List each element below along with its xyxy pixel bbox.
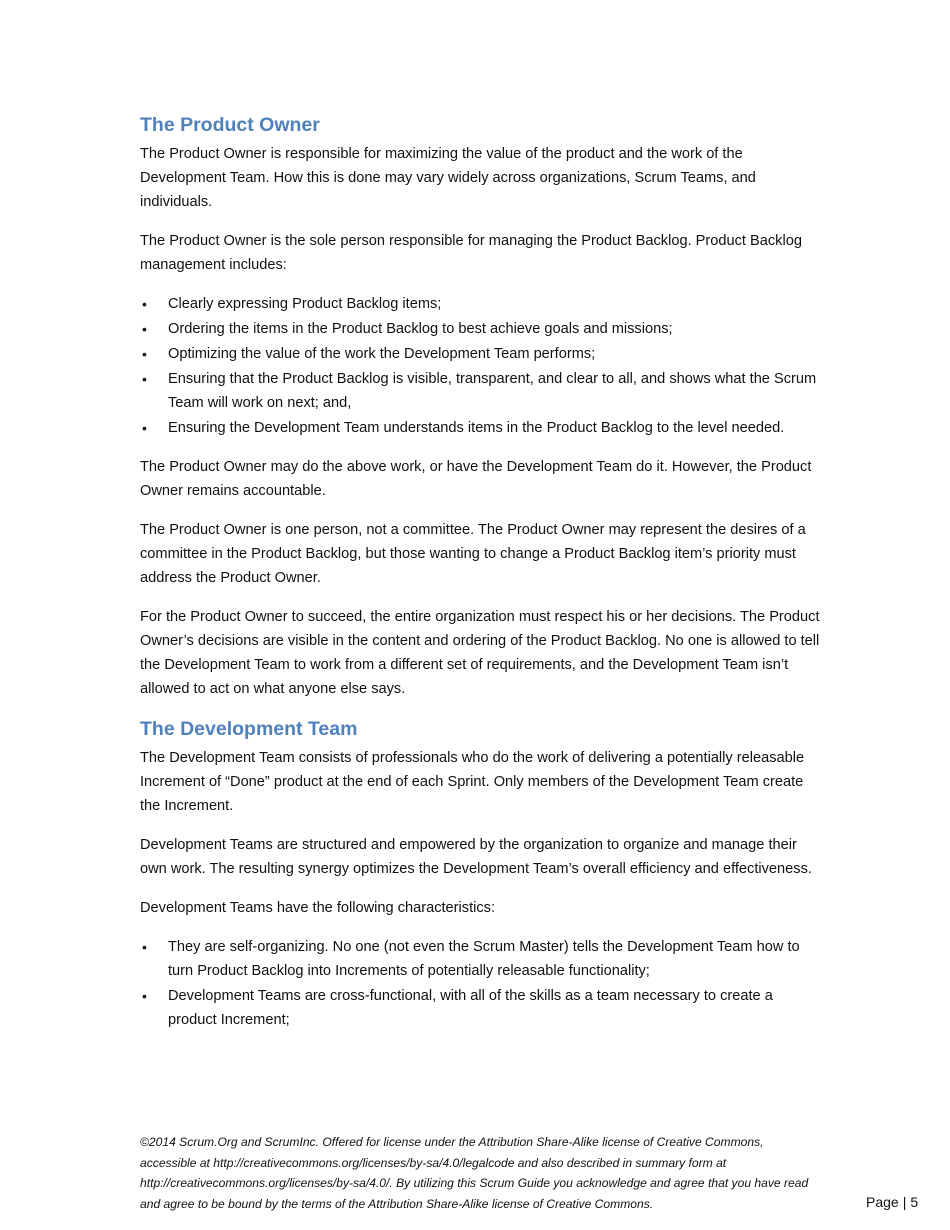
paragraph: Development Teams are structured and empowered by the organization to organize and manage their own work. The resulting synergy optimizes the Development Team’s overall efficiency and effectiveness. — [140, 837, 812, 877]
list-item-text: Development Teams are cross-functional, with all of the skills as a team necessary to create a product Increment; — [168, 988, 773, 1028]
bullet-icon: • — [142, 296, 147, 312]
list-item — [140, 342, 820, 366]
list-item-text: Optimizing the value of the work the Development Team performs; — [168, 346, 596, 362]
page-separator: | — [902, 1194, 907, 1210]
paragraph: The Product Owner is one person, not a committee. The Product Owner may represent the desires of a committee in the Product Backlog, but those wanting to change a Product Backlog item’s priority must address the Product Owner. — [140, 522, 806, 586]
paragraph: The Product Owner is responsible for maximizing the value of the product and the work of the Development Team. How this is done may vary widely across organizations, Scrum Teams, and individuals. — [140, 146, 756, 210]
bullet-icon: • — [142, 988, 147, 1004]
bullet-icon: • — [142, 371, 147, 387]
bullet-icon: • — [142, 321, 147, 337]
list-item — [140, 367, 820, 415]
bullet-icon: • — [142, 939, 147, 955]
list-item-text: Ordering the items in the Product Backlog to best achieve goals and missions; — [168, 321, 673, 337]
page-number — [866, 1192, 918, 1212]
list-item — [140, 292, 820, 316]
bullet-list-backlog-management — [140, 292, 820, 440]
bullet-list-team-characteristics — [140, 935, 820, 1032]
paragraph: Development Teams have the following characteristics: — [140, 900, 496, 916]
page-number-value: 5 — [910, 1194, 919, 1210]
paragraph: The Development Team consists of professionals who do the work of delivering a potentially releasable Increment of “Done” product at the end of each Sprint. Only members of the Development Team create the Increment. — [140, 750, 805, 814]
bullet-icon: • — [142, 420, 147, 436]
section-heading-development-team: The Development Team — [140, 718, 358, 740]
paragraph: The Product Owner may do the above work, or have the Development Team do it. However, the Product Owner remains accountable. — [140, 459, 812, 499]
section-heading-product-owner: The Product Owner — [140, 114, 320, 136]
list-item — [140, 984, 820, 1032]
list-item-text: They are self-organizing. No one (not even the Scrum Master) tells the Development Team how to turn Product Backlog into Increments of potentially releasable functionality; — [168, 939, 800, 979]
list-item-text: Ensuring the Development Team understands items in the Product Backlog to the level needed. — [168, 420, 785, 436]
list-item — [140, 416, 820, 440]
page-label: Page — [866, 1194, 899, 1210]
license-footer: ©2014 Scrum.Org and ScrumInc. Offered for license under the Attribution Share-Alike license of Creative Commons, accessible at http://creativecommons.org/licenses/by-sa/4.0/legalcode and also described in summary form at http://creativecommons.org/licenses/by-sa/4.0/. By utilizing this Scrum Guide you acknowledge and agree that you have read and agree to be bound by the terms of the Attribution Share-Alike license of Creative Commons. — [140, 1135, 809, 1211]
bullet-icon: • — [142, 346, 147, 362]
page-content — [140, 112, 820, 1047]
list-item-text: Clearly expressing Product Backlog items; — [168, 296, 442, 312]
list-item — [140, 935, 820, 983]
paragraph: The Product Owner is the sole person responsible for managing the Product Backlog. Product Backlog management includes: — [140, 233, 802, 273]
list-item-text: Ensuring that the Product Backlog is visible, transparent, and clear to all, and shows what the Scrum Team will work on next; and, — [168, 371, 817, 411]
paragraph: For the Product Owner to succeed, the entire organization must respect his or her decisions. The Product Owner’s decisions are visible in the content and ordering of the Product Backlog. No one is allowed to tell the Development Team to work from a different set of requirements, and the Development Team isn’t allowed to act on what anyone else says. — [140, 609, 820, 697]
list-item — [140, 317, 820, 341]
